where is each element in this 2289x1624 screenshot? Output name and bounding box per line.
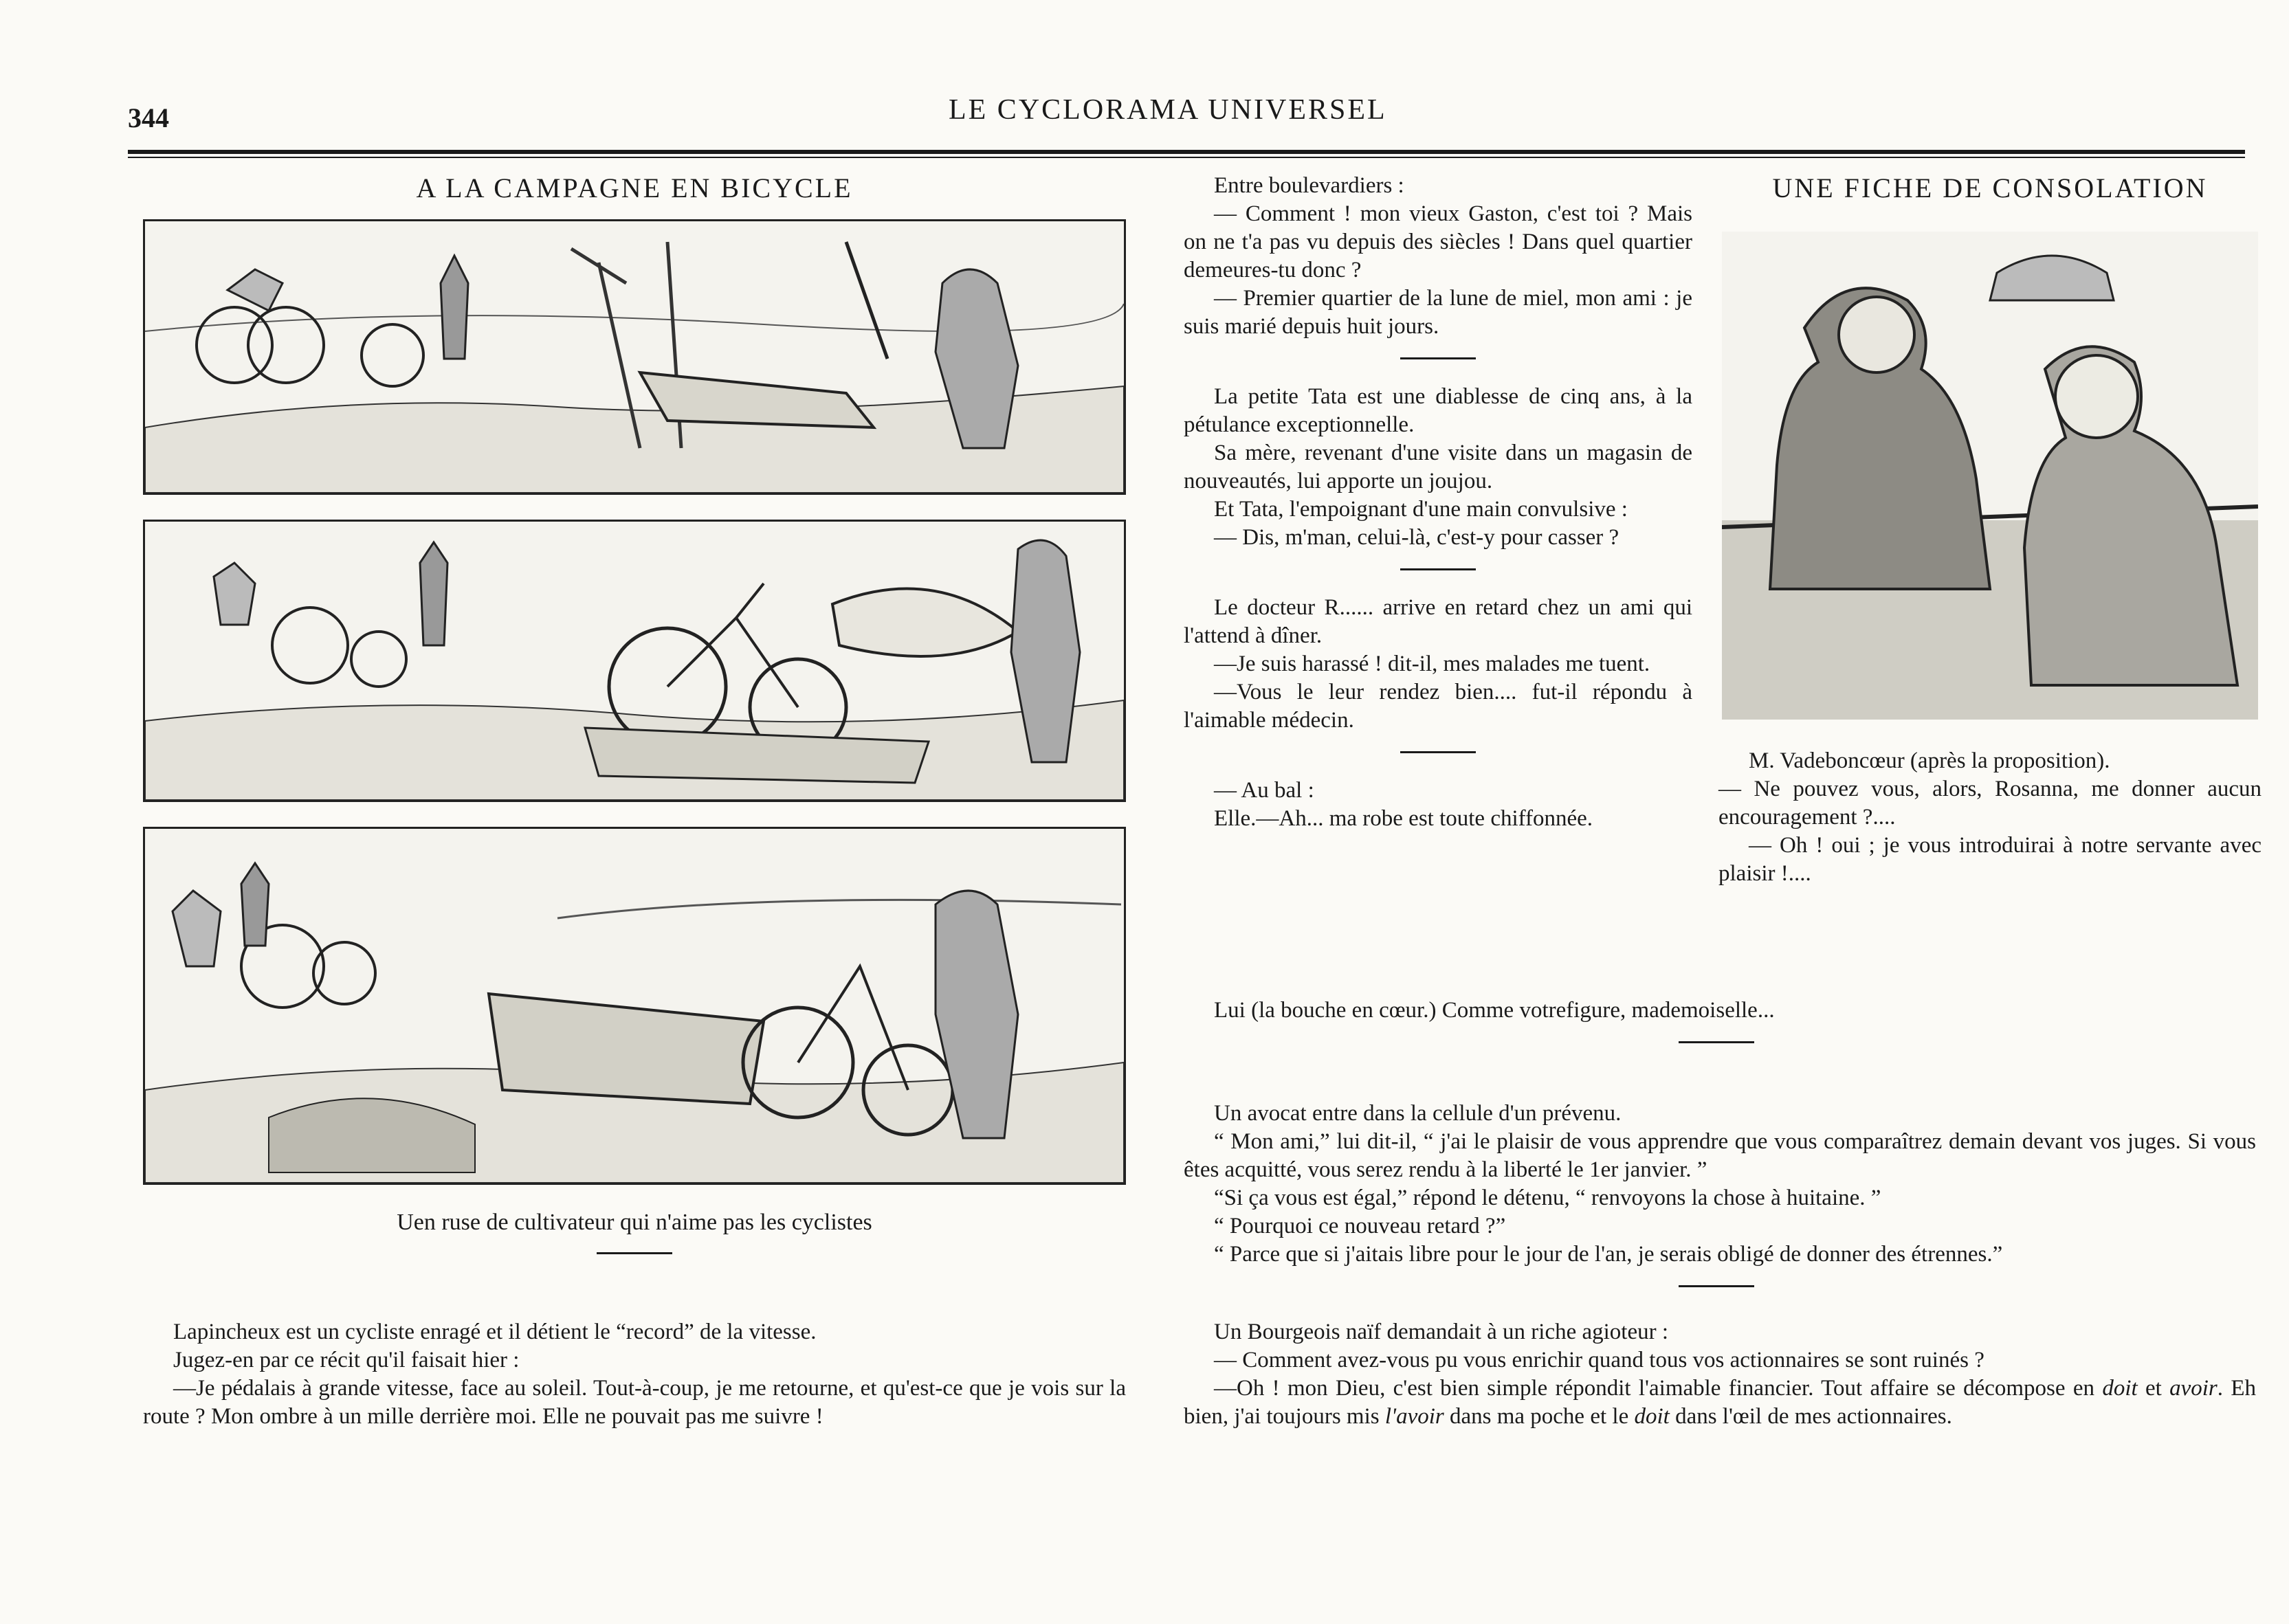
consolation-illustration: [1722, 232, 2258, 720]
word-lavoir: l'avoir: [1384, 1404, 1444, 1429]
comic-panel-2-illustration: [145, 522, 1124, 800]
consolation-column: [1718, 172, 2262, 888]
text-fragment: . Eh bien, j'ai toujours mis: [1184, 1376, 2256, 1429]
text-line: Lui (la bouche en cœur.) Comme votrefigure, mademoiselle...: [1214, 998, 1775, 1023]
word-doit: doit: [2102, 1376, 2138, 1401]
text-line: “ Pourquoi ce nouveau retard ?”: [1214, 1214, 1506, 1238]
page-number: 344: [128, 102, 169, 133]
section-divider: [1400, 568, 1476, 570]
text-fragment: dans ma poche et le: [1449, 1404, 1629, 1429]
story-line: Lapincheux est un cycliste enragé et il détient le “record” de la vitesse.: [173, 1320, 817, 1344]
comic-panel-3-illustration: [145, 829, 1124, 1183]
text-line: — Ne pouvez vous, alors, Rosanna, me donner aucun encouragement ?....: [1718, 777, 2262, 830]
section-divider: [1679, 1285, 1754, 1287]
story-line: —Je pédalais à grande vitesse, face au soleil. Tout-à-coup, je me retourne, et qu'est-ce que je vois sur la route ? Mon ombre à un mille derrière moi. Elle ne pouvait pas me suivre !: [143, 1376, 1126, 1429]
comic-caption: Uen ruse de cultivateur qui n'aime pas les cyclistes: [397, 1210, 872, 1235]
text-line: — Oh ! oui ; je vous introduirai à notre servante avec plaisir !....: [1718, 833, 2262, 886]
anecdote-bourgeois: [1184, 1318, 2256, 1431]
story-line: Jugez-en par ce récit qu'il faisait hier :: [173, 1348, 520, 1372]
text-line: “ Mon ami,” lui dit-il, “ j'ai le plaisir de vous apprendre que vous comparaîtrez demain devant vos juges. Si vous êtes acquitté, vous serez rendu à la liberté le 1er janvier. ”: [1184, 1129, 2256, 1182]
comic-title: A LA CAMPAGNE EN BICYCLE: [416, 173, 853, 203]
text-line: Elle.—Ah... ma robe est toute chiffonnée.: [1214, 806, 1593, 831]
text-line: — Comment ! mon vieux Gaston, c'est toi ? Mais on ne t'a pas vu depuis des siècles ! Dans quel quartier demeures-tu donc ?: [1184, 201, 1692, 282]
anecdote-bal: [1184, 777, 1692, 833]
text-line: —Vous le leur rendez bien.... fut-il répondu à l'aimable médecin.: [1184, 680, 1692, 733]
consolation-dialogue: [1718, 747, 2262, 888]
text-line: Le docteur R...... arrive en retard chez un ami qui l'attend à dîner.: [1184, 595, 1692, 648]
text-fragment: dans l'œil de mes actionnaires.: [1675, 1404, 1952, 1429]
word-et: et: [2145, 1376, 2162, 1401]
comic-panel-1-illustration: [145, 221, 1124, 493]
text-line: — Dis, m'man, celui-là, c'est-y pour casser ?: [1214, 525, 1619, 550]
text-line: “Si ça vous est égal,” répond le détenu, “ renvoyons la chose à huitaine. ”: [1214, 1186, 1881, 1210]
bal-ending: [1184, 997, 2256, 1067]
anecdote-boulevardiers: [1184, 172, 1692, 341]
anecdote-avocat: [1184, 1100, 2256, 1311]
couple-engraving: [1722, 232, 2258, 720]
word-doit-2: doit: [1634, 1404, 1670, 1429]
comic-column: [143, 172, 1126, 1278]
section-divider: [597, 1252, 672, 1254]
masthead: LE CYCLORAMA UNIVERSEL: [949, 94, 1387, 126]
section-divider: [1679, 1041, 1754, 1043]
text-line: Entre boulevardiers :: [1214, 173, 1404, 198]
text-line: “ Parce que si j'aitais libre pour le jour de l'an, je serais obligé de donner des étrennes.”: [1214, 1242, 2003, 1267]
comic-panel-1: [143, 219, 1126, 495]
text-line: La petite Tata est une diablesse de cinq ans, à la pétulance exceptionnelle.: [1184, 384, 1692, 437]
text-line: — Comment avez-vous pu vous enrichir quand tous vos actionnaires se sont ruinés ?: [1214, 1348, 1984, 1372]
text-line: M. Vadeboncœur (après la proposition).: [1749, 748, 2110, 773]
text-line: Un Bourgeois naïf demandait à un riche agioteur :: [1214, 1320, 1669, 1344]
section-divider: [1400, 751, 1476, 753]
header-rule: [128, 150, 2245, 154]
text-line: [1184, 1375, 2256, 1431]
comic-panel-2: [143, 520, 1126, 802]
anecdotes-column: [1184, 172, 1692, 845]
anecdote-docteur: [1184, 594, 1692, 735]
consolation-title: UNE FICHE DE CONSOLATION: [1772, 173, 2208, 203]
anecdote-tata: [1184, 383, 1692, 552]
text-line: —Je suis harassé ! dit-il, mes malades me tuent.: [1214, 652, 1650, 676]
text-fragment: —Oh ! mon Dieu, c'est bien simple répondit l'aimable financier. Tout affaire se décompose en: [1214, 1376, 2094, 1401]
word-avoir: avoir: [2169, 1376, 2218, 1401]
text-line: — Au bal :: [1214, 778, 1314, 803]
text-line: Sa mère, revenant d'une visite dans un magasin de nouveautés, lui apporte un joujou.: [1184, 441, 1692, 493]
text-line: Et Tata, l'empoignant d'une main convulsive :: [1214, 497, 1628, 522]
header-rule-thin: [128, 157, 2245, 158]
comic-panel-3: [143, 827, 1126, 1185]
section-divider: [1400, 357, 1476, 359]
text-line: Un avocat entre dans la cellule d'un prévenu.: [1214, 1101, 1622, 1126]
text-line: — Premier quartier de la lune de miel, mon ami : je suis marié depuis huit jours.: [1184, 286, 1692, 339]
lapincheux-story: [143, 1318, 1126, 1431]
